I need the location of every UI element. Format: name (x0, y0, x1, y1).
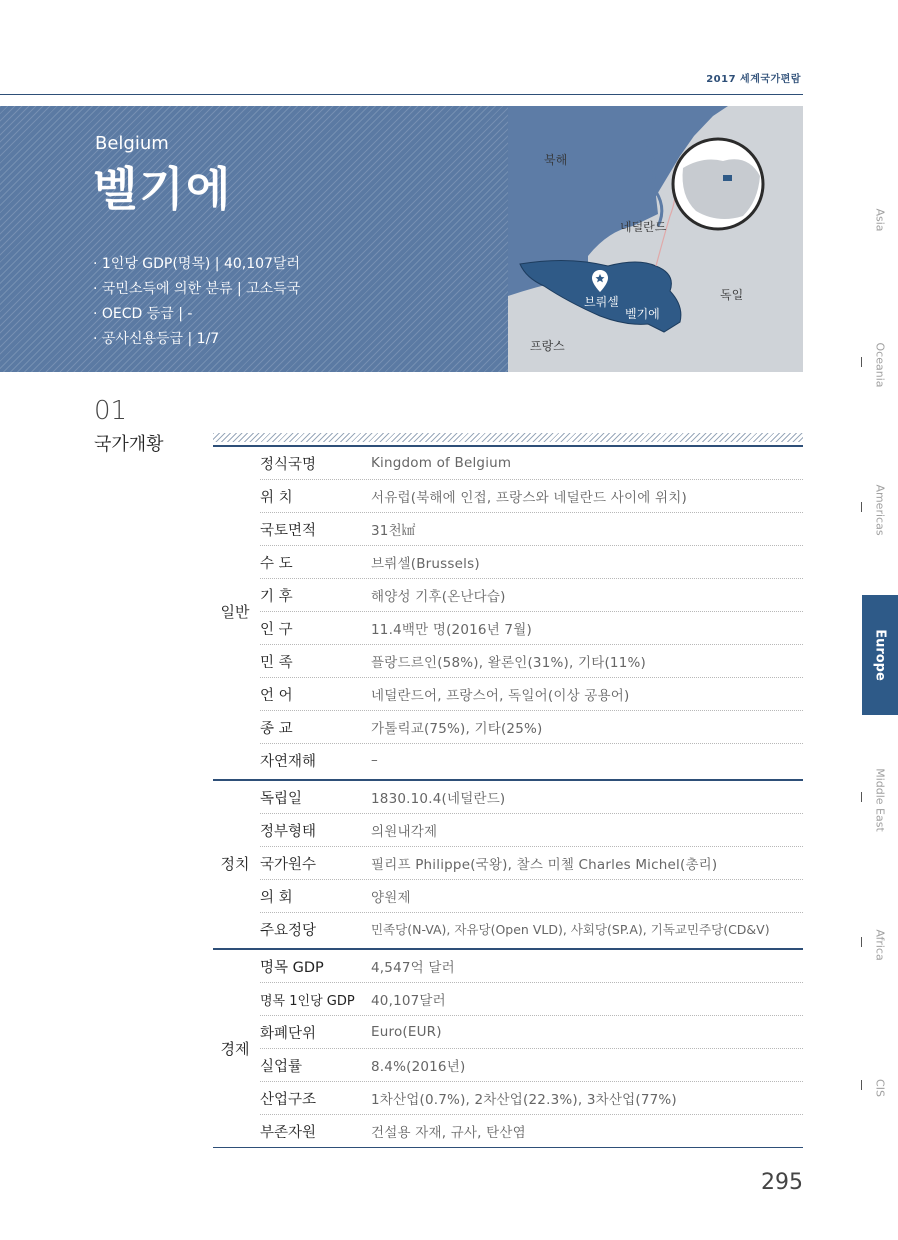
country-korean-name: 벨기에 (93, 162, 233, 216)
tab-label: Africa (873, 929, 887, 961)
row-key: 국토면적 (260, 522, 317, 539)
row-value: 40,107달러 (371, 993, 446, 1009)
row-value: 4,547억 달러 (371, 960, 455, 976)
tab-americas[interactable] (862, 450, 898, 570)
table-row (260, 579, 803, 612)
row-key: 주요정당 (260, 922, 317, 939)
row-key: 인 구 (260, 621, 293, 638)
row-key: 종 교 (260, 720, 293, 737)
tab-label: Americas (873, 484, 887, 536)
tab-africa[interactable] (862, 885, 898, 1005)
fact-income-class: · 국민소득에 의한 분류 | 고소득국 (93, 281, 301, 297)
group-label-economy: 경제 (220, 1040, 250, 1058)
row-value: 민족당(N-VA), 자유당(Open VLD), 사회당(SP.A), 기독교민주당(CD&V) (371, 922, 770, 937)
row-value: 필리프 Philippe(국왕), 찰스 미첼 Charles Michel(총리) (371, 857, 718, 873)
row-value: 건설용 자재, 규사, 탄산염 (371, 1125, 526, 1141)
row-key: 국가원수 (260, 856, 317, 873)
row-value: 1830.10.4(네덜란드) (371, 791, 506, 807)
page-number: 295 (761, 1170, 803, 1195)
row-key: 위 치 (260, 489, 293, 506)
row-key: 의 회 (260, 889, 293, 906)
map-label-belgium: 벨기에 (625, 307, 660, 321)
tab-tick (861, 1080, 862, 1090)
row-value: 가톨릭교(75%), 기타(25%) (371, 721, 543, 737)
row-value: 네덜란드어, 프랑스어, 독일어(이상 공용어) (371, 688, 630, 704)
publication-title: 2017 세계국가편람 (706, 74, 801, 85)
tab-label: CIS (873, 1079, 887, 1097)
row-key: 명목 1인당 GDP (260, 993, 355, 1009)
table-row (260, 950, 803, 983)
tab-label: Asia (873, 208, 887, 232)
row-value: Euro(EUR) (371, 1024, 442, 1040)
table-row (260, 781, 803, 814)
row-key: 자연재해 (260, 753, 317, 770)
group-economy (213, 948, 803, 1148)
row-key: 수 도 (260, 555, 293, 572)
tab-oceania[interactable] (862, 305, 898, 425)
row-key: 기 후 (260, 588, 293, 605)
row-value: 1차산업(0.7%), 2차산업(22.3%), 3차산업(77%) (371, 1092, 677, 1108)
group-label-general: 일반 (220, 603, 250, 621)
inset-belgium-marker (723, 175, 732, 181)
group-label-politics: 정치 (220, 854, 250, 873)
tab-label: Oceania (873, 342, 887, 388)
table-row (260, 880, 803, 913)
fact-oecd-grade: · OECD 등급 | - (93, 306, 193, 322)
tab-middle-east[interactable] (862, 740, 898, 860)
tab-tick (861, 792, 862, 802)
row-value: Kingdom of Belgium (371, 455, 512, 471)
location-map (508, 106, 803, 372)
row-value: 31천㎢ (371, 523, 416, 539)
row-key: 언 어 (260, 687, 293, 704)
row-key: 산업구조 (260, 1091, 317, 1108)
row-value: 플랑드르인(58%), 왈론인(31%), 기타(11%) (371, 655, 646, 671)
row-key: 정부형태 (260, 823, 317, 840)
header-divider (0, 94, 803, 95)
table-row (260, 1049, 803, 1082)
row-value: 의원내각제 (371, 824, 438, 840)
row-value: 11.4백만 명(2016년 7월) (371, 622, 532, 638)
tab-tick (861, 937, 862, 947)
table-row (260, 744, 803, 776)
country-overview-table (213, 445, 803, 1148)
tab-label: Middle East (873, 768, 887, 832)
fact-gdp-per-capita: · 1인당 GDP(명목) | 40,107달러 (93, 256, 301, 272)
row-value: 브뤼셀(Brussels) (371, 556, 480, 572)
row-key: 정식국명 (260, 456, 317, 473)
section-title: 국가개황 (94, 434, 164, 455)
map-label-brussels: 브뤼셀 (584, 295, 619, 309)
table-row (260, 847, 803, 880)
tab-tick (861, 502, 862, 512)
section-hatch-bar (213, 433, 803, 442)
group-politics (213, 779, 803, 945)
table-row (260, 447, 803, 480)
row-key: 화폐단위 (260, 1025, 317, 1042)
tab-asia[interactable] (862, 160, 898, 280)
row-value: 양원제 (371, 890, 411, 906)
tab-label: Europe (872, 629, 888, 681)
tab-cis[interactable] (862, 1028, 898, 1148)
table-row (260, 1016, 803, 1049)
group-general (213, 445, 803, 776)
table-row (260, 1115, 803, 1147)
table-row (260, 546, 803, 579)
table-row (260, 513, 803, 546)
row-value: 해양성 기후(온난다습) (371, 589, 506, 605)
map-label-north-sea: 북해 (544, 153, 568, 167)
row-key: 부존자원 (260, 1124, 317, 1141)
table-row (260, 983, 803, 1016)
map-label-france: 프랑스 (530, 339, 565, 353)
row-key: 명목 GDP (260, 959, 324, 976)
table-row (260, 480, 803, 513)
tab-tick (861, 357, 862, 367)
row-value: – (371, 752, 378, 768)
row-value: 서유럽(북해에 인접, 프랑스와 네덜란드 사이에 위치) (371, 490, 687, 506)
row-key: 독립일 (260, 790, 303, 807)
fact-credit-grade: · 공사신용등급 | 1/7 (93, 331, 220, 347)
table-row (260, 645, 803, 678)
row-key: 민 족 (260, 654, 293, 671)
table-row (260, 913, 803, 945)
country-english-name: Belgium (95, 133, 169, 154)
table-row (260, 814, 803, 847)
table-row (260, 711, 803, 744)
map-label-germany: 독일 (720, 288, 744, 302)
table-row (260, 1082, 803, 1115)
key-facts-list (93, 252, 300, 352)
table-row (260, 612, 803, 645)
section-number: 01 (94, 396, 128, 426)
map-label-netherlands: 네덜란드 (620, 220, 667, 234)
row-key: 실업률 (260, 1058, 303, 1075)
row-value: 8.4%(2016년) (371, 1059, 466, 1075)
table-row (260, 678, 803, 711)
tab-europe[interactable] (862, 595, 898, 715)
map-graphic (508, 106, 803, 372)
